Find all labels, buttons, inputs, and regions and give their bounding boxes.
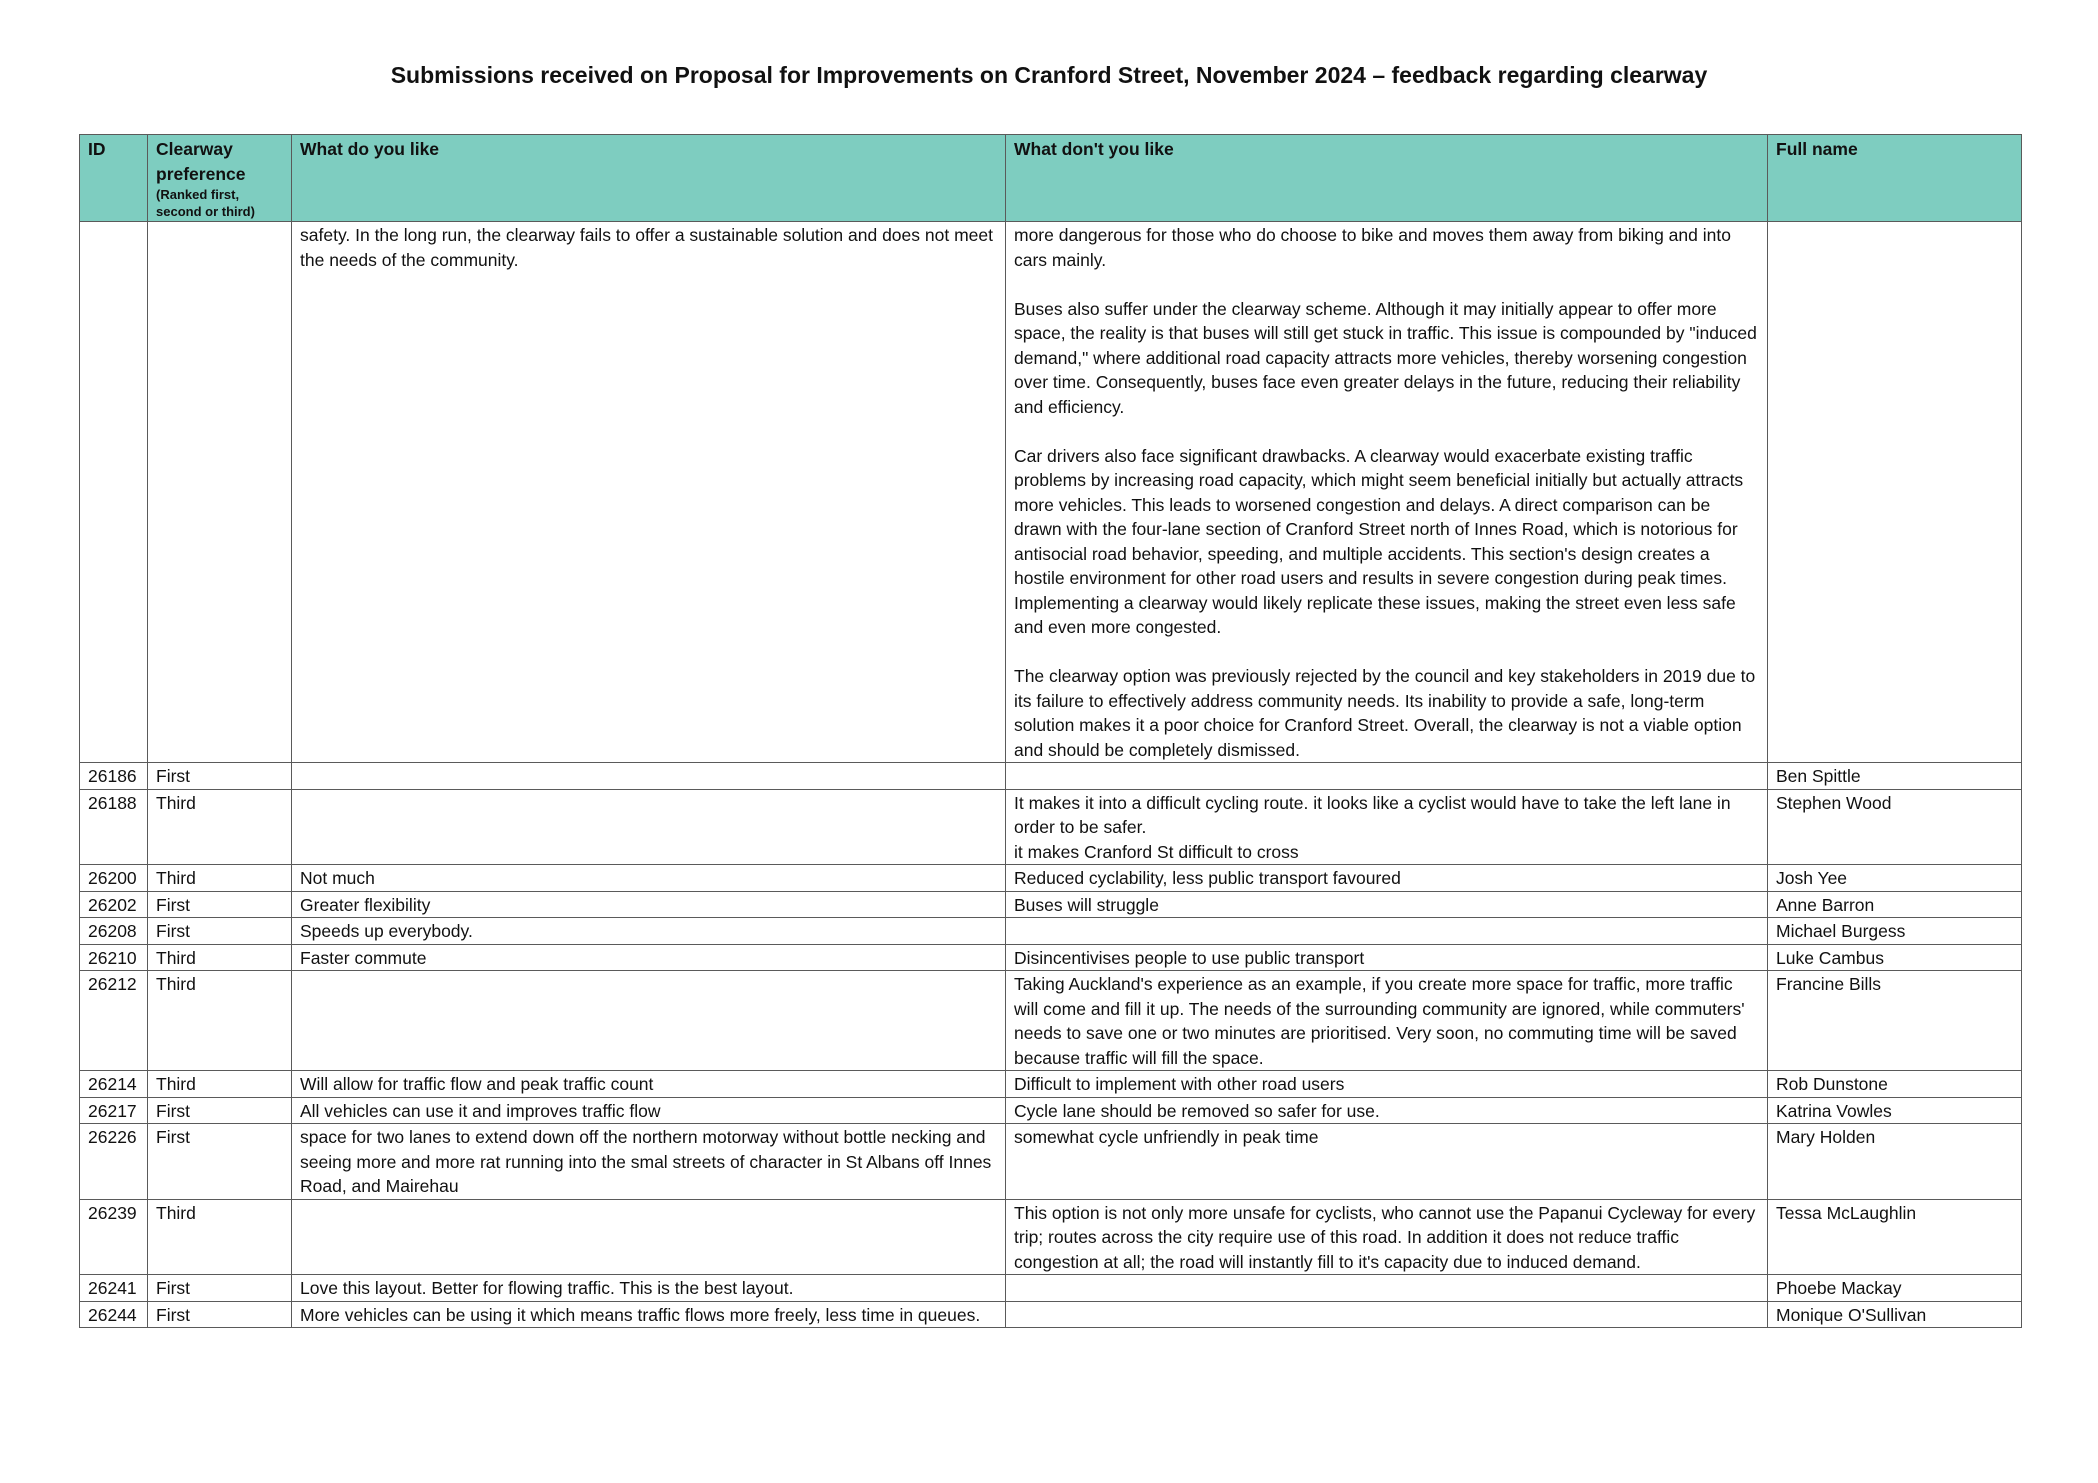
dislike-paragraph: more dangerous for those who do choose to bike and moves them away from biking and into cars mainly. xyxy=(1014,225,1731,270)
submissions-table xyxy=(79,134,2022,1328)
dislike-paragraph: Car drivers also face significant drawbacks. A clearway would exacerbate existing traffic problems by increasing road capacity, which might seem beneficial initially but actually attracts more vehicles. This leads to worsened congestion and delays. A direct comparison can be drawn with the four-lane section of Cranford Street north of Innes Road, which is notorious for antisocial road behavior, speeding, and multiple accidents. This section's design creates a hostile environment for other road users and results in severe congestion during peak times. Implementing a clearway would likely replicate these issues, making the street even less safe and even more congested. xyxy=(1014,445,1744,637)
cell-dislike xyxy=(1006,763,1768,790)
cell-preference: First xyxy=(148,891,292,918)
header-what-you-dont-like xyxy=(1006,135,1768,222)
cell-like: space for two lanes to extend down off the northern motorway without bottle necking and seeing more and more rat running into the smal streets of character in St Albans off Innes Road, and Mairehau xyxy=(292,1124,1006,1200)
header-row xyxy=(80,135,2022,222)
cell-like xyxy=(292,1199,1006,1275)
cell-like: Faster commute xyxy=(292,944,1006,971)
cell-preference: Third xyxy=(148,1071,292,1098)
cell-preference: First xyxy=(148,1301,292,1328)
cell-preference: Third xyxy=(148,971,292,1071)
cell-id: 26214 xyxy=(80,1071,148,1098)
table-row-continued xyxy=(80,222,2022,763)
cell-preference: First xyxy=(148,763,292,790)
cell-id: 26188 xyxy=(80,789,148,865)
table-row xyxy=(80,789,2022,865)
cell-name: Ben Spittle xyxy=(1768,763,2022,790)
cell-dislike: It makes it into a difficult cycling route. it looks like a cyclist would have to take the left lane in order to be safer. it makes Cranford St difficult to cross xyxy=(1006,789,1768,865)
cell-preference: Third xyxy=(148,865,292,892)
table-row xyxy=(80,1301,2022,1328)
cell-preference: First xyxy=(148,1097,292,1124)
cell-dislike: Cycle lane should be removed so safer for use. xyxy=(1006,1097,1768,1124)
cell-name: Anne Barron xyxy=(1768,891,2022,918)
cell-preference: Third xyxy=(148,944,292,971)
cell-like: Not much xyxy=(292,865,1006,892)
table-row xyxy=(80,891,2022,918)
cell-name: Josh Yee xyxy=(1768,865,2022,892)
cell-name: Stephen Wood xyxy=(1768,789,2022,865)
cell-id: 26210 xyxy=(80,944,148,971)
cell-like xyxy=(292,763,1006,790)
header-what-you-like xyxy=(292,135,1006,222)
table-row xyxy=(80,1071,2022,1098)
cell-dislike: Difficult to implement with other road users xyxy=(1006,1071,1768,1098)
cell-preference: First xyxy=(148,1124,292,1200)
table-row xyxy=(80,971,2022,1071)
cell-id: 26241 xyxy=(80,1275,148,1302)
table-body xyxy=(80,222,2022,1328)
cell-preference: Third xyxy=(148,1199,292,1275)
cell-dislike: This option is not only more unsafe for cyclists, who cannot use the Papanui Cycleway for every trip; routes across the city require use of this road. In addition it does not reduce traffic congestion at all; the road will instantly fill to it's capacity due to induced demand. xyxy=(1006,1199,1768,1275)
cell-like: Will allow for traffic flow and peak traffic count xyxy=(292,1071,1006,1098)
cell-dislike: Buses will struggle xyxy=(1006,891,1768,918)
cell-dislike: Reduced cyclability, less public transport favoured xyxy=(1006,865,1768,892)
header-id-label: ID xyxy=(88,139,106,159)
cell-id: 26212 xyxy=(80,971,148,1071)
cell-dislike xyxy=(1006,222,1768,763)
header-full-name xyxy=(1768,135,2022,222)
table-row xyxy=(80,1199,2022,1275)
dislike-paragraph: The clearway option was previously rejected by the council and key stakeholders in 2019 due to its failure to effectively address community needs. Its inability to provide a safe, long-term solution makes it a poor choice for Cranford Street. Overall, the clearway is not a viable option and should be completely dismissed. xyxy=(1014,666,1756,760)
cell-name: Luke Cambus xyxy=(1768,944,2022,971)
cell-name: Mary Holden xyxy=(1768,1124,2022,1200)
dislike-paragraph: Buses also suffer under the clearway scheme. Although it may initially appear to offer more space, the reality is that buses will still get stuck in traffic. This issue is compounded by "induced demand," where additional road capacity attracts more vehicles, thereby worsening congestion over time. Consequently, buses face even greater delays in the future, reducing their reliability and efficiency. xyxy=(1014,298,1757,417)
cell-like xyxy=(292,789,1006,865)
cell-id: 26217 xyxy=(80,1097,148,1124)
cell-id: 26226 xyxy=(80,1124,148,1200)
header-dislike-label: What don't you like xyxy=(1014,139,1174,159)
header-like-label: What do you like xyxy=(300,139,440,159)
cell-dislike xyxy=(1006,918,1768,945)
cell-dislike: somewhat cycle unfriendly in peak time xyxy=(1006,1124,1768,1200)
cell-like: Love this layout. Better for flowing traffic. This is the best layout. xyxy=(292,1275,1006,1302)
cell-dislike xyxy=(1006,1301,1768,1328)
cell-preference: First xyxy=(148,1275,292,1302)
cell-id: 26244 xyxy=(80,1301,148,1328)
cell-preference: Third xyxy=(148,789,292,865)
table-row xyxy=(80,865,2022,892)
cell-like xyxy=(292,971,1006,1071)
cell-like: safety. In the long run, the clearway fails to offer a sustainable solution and does not meet the needs of the community. xyxy=(292,222,1006,763)
cell-like: More vehicles can be using it which means traffic flows more freely, less time in queues. xyxy=(292,1301,1006,1328)
cell-id: 26202 xyxy=(80,891,148,918)
cell-id xyxy=(80,222,148,763)
cell-like: All vehicles can use it and improves traffic flow xyxy=(292,1097,1006,1124)
table-row xyxy=(80,918,2022,945)
cell-id: 26239 xyxy=(80,1199,148,1275)
cell-name: Katrina Vowles xyxy=(1768,1097,2022,1124)
cell-name: Tessa McLaughlin xyxy=(1768,1199,2022,1275)
table-row xyxy=(80,763,2022,790)
cell-name: Michael Burgess xyxy=(1768,918,2022,945)
header-preference-label: Clearway preference xyxy=(156,139,246,184)
cell-like: Greater flexibility xyxy=(292,891,1006,918)
cell-name xyxy=(1768,222,2022,763)
cell-name: Francine Bills xyxy=(1768,971,2022,1071)
table-row xyxy=(80,1097,2022,1124)
cell-name: Rob Dunstone xyxy=(1768,1071,2022,1098)
table-header xyxy=(80,135,2022,222)
cell-like: Speeds up everybody. xyxy=(292,918,1006,945)
page-title: Submissions received on Proposal for Improvements on Cranford Street, November 2024 – feedback regarding clearway xyxy=(390,62,1708,88)
cell-dislike: Disincentivises people to use public transport xyxy=(1006,944,1768,971)
cell-preference xyxy=(148,222,292,763)
cell-preference: First xyxy=(148,918,292,945)
cell-dislike xyxy=(1006,1275,1768,1302)
cell-dislike: Taking Auckland's experience as an example, if you create more space for traffic, more traffic will come and fill it up. The needs of the surrounding community are ignored, while commuters' needs to save one or two minutes are prioritised. Very soon, no commuting time will be saved because traffic will fill the space. xyxy=(1006,971,1768,1071)
table-row xyxy=(80,1124,2022,1200)
cell-id: 26186 xyxy=(80,763,148,790)
cell-name: Monique O'Sullivan xyxy=(1768,1301,2022,1328)
cell-name: Phoebe Mackay xyxy=(1768,1275,2022,1302)
cell-id: 26208 xyxy=(80,918,148,945)
header-name-label: Full name xyxy=(1776,139,1858,159)
table-row xyxy=(80,944,2022,971)
cell-id: 26200 xyxy=(80,865,148,892)
header-preference-note: (Ranked first, second or third) xyxy=(156,187,255,219)
header-id xyxy=(80,135,148,222)
table-row xyxy=(80,1275,2022,1302)
header-clearway-preference xyxy=(148,135,292,222)
